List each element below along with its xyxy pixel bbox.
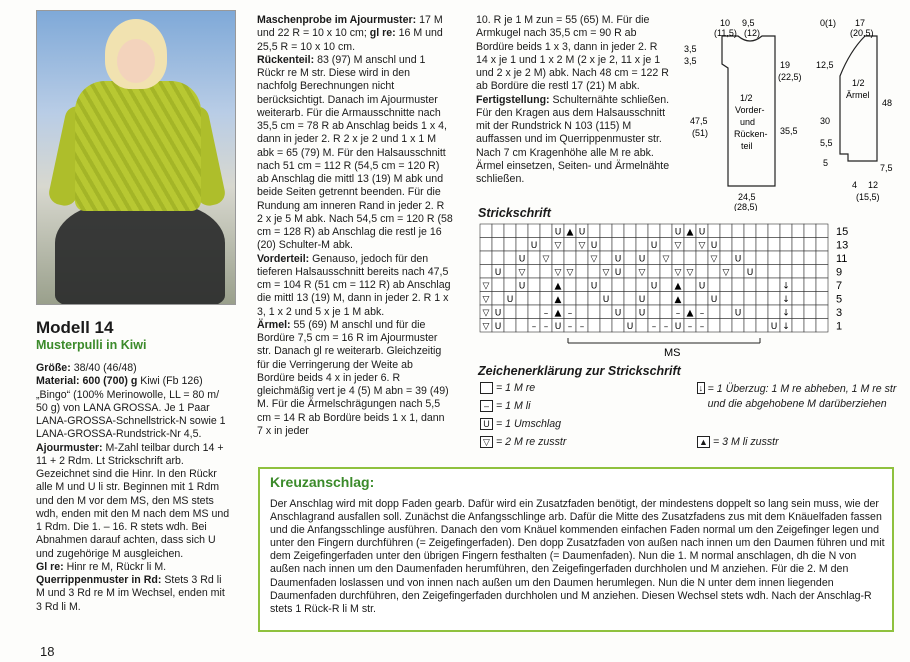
chart-cell [744, 305, 756, 319]
chart-cell [612, 278, 624, 292]
chart-cell [636, 224, 648, 238]
chart-cell [540, 292, 552, 306]
chart-cell [744, 319, 756, 333]
chart-cell [732, 224, 744, 238]
svg-text:4: 4 [852, 180, 858, 190]
chart-symbol: U [554, 322, 562, 332]
chart-row-label: 9 [836, 266, 843, 279]
chart-symbol: ▽ [482, 281, 490, 292]
chart-cell [636, 319, 648, 333]
chart-cell [780, 251, 792, 265]
chart-cell [612, 224, 624, 238]
chart-cell [516, 292, 528, 306]
chart-symbol: ▽ [638, 268, 646, 278]
legend-item-knit: = 1 M re [480, 382, 535, 394]
chart-symbol: U [530, 241, 538, 251]
chart-symbol: U [494, 308, 502, 319]
chart-cell [816, 238, 828, 252]
chart-row-label: 1 [836, 320, 843, 333]
chart-cell [540, 238, 552, 252]
chart-cell [720, 238, 732, 252]
chart-cell [804, 319, 816, 333]
chart-symbol: U [710, 241, 718, 251]
chart-symbol: U [638, 308, 646, 319]
chart-symbol: – [687, 322, 693, 332]
chart-cell [660, 265, 672, 279]
svg-text:35,5: 35,5 [780, 126, 798, 136]
chart-cell [804, 224, 816, 238]
chart-cell [480, 224, 492, 238]
svg-text:(20,5): (20,5) [850, 28, 874, 38]
chart-symbol: ↓ [782, 322, 790, 332]
chart-cell [648, 305, 660, 319]
chart-symbol: ▽ [542, 254, 550, 265]
chart-cell [504, 265, 516, 279]
svg-text:9,5: 9,5 [742, 18, 755, 28]
chart-cell [552, 251, 564, 265]
chart-cell [624, 292, 636, 306]
chart-cell [816, 278, 828, 292]
chart-cell [528, 305, 540, 319]
chart-cell [564, 292, 576, 306]
kreuzanschlag-box [258, 467, 894, 632]
chart-cell [612, 292, 624, 306]
chart-cell [732, 292, 744, 306]
chart-cell [708, 305, 720, 319]
chart-cell [804, 278, 816, 292]
instructions-column-3: 10. R je 1 M zun = 55 (65) M. Für die Armkugel nach 35,5 cm = 90 R ab Bordüre beids 1 x 3, dann in jeder 2. R 14 x je 1 und 1 x 2 M (2 x je 2, 11 x je 1 und 2 x je 2 M) abk. Nach 48 cm = 122 R ab Bordüre die restl 17 (21) M abk. Fertigstellung: Schulternähte schließen. Für den Kragen aus dem Halsausschnitt mit der Rundstrick N 103 (115) M auffassen und im Querrippenmuster str. Nach 7 cm Kragenhöhe alle M re abk. Ärmel einsetzen, Seiten- und Ärmelnähte schließen. [476, 14, 670, 185]
chart-cell [660, 305, 672, 319]
chart-symbol: – [699, 308, 705, 319]
chart-cell [564, 278, 576, 292]
chart-cell [540, 278, 552, 292]
chart-symbol: ▽ [482, 322, 490, 332]
chart-cell [600, 224, 612, 238]
chart-cell [648, 265, 660, 279]
svg-text:Ärmel: Ärmel [846, 90, 870, 100]
svg-text:12,5: 12,5 [816, 60, 834, 70]
svg-text:19: 19 [780, 60, 791, 70]
chart-cell [480, 265, 492, 279]
chart-cell [816, 319, 828, 333]
chart-cell [648, 224, 660, 238]
chart-cell [516, 319, 528, 333]
svg-text:(11,5): (11,5) [714, 28, 737, 38]
svg-text:und: und [740, 117, 756, 127]
svg-text:0(1): 0(1) [820, 18, 837, 28]
chart-cell [540, 265, 552, 279]
chart-symbol: U [590, 281, 598, 292]
chart-cell [588, 319, 600, 333]
chart-cell [732, 265, 744, 279]
chart-symbol: – [651, 322, 657, 332]
chart-symbol: ▽ [554, 268, 562, 278]
chart-cell [624, 238, 636, 252]
chart-cell [756, 278, 768, 292]
chart-cell [756, 319, 768, 333]
chart-symbol: U [602, 295, 610, 305]
chart-cell [744, 278, 756, 292]
chart-cell [720, 319, 732, 333]
chart-symbol: U [614, 254, 622, 265]
chart-symbol: U [614, 268, 622, 278]
chart-cell [504, 319, 516, 333]
chart-symbol: ▲ [554, 308, 562, 319]
chart-cell [480, 251, 492, 265]
chart-symbol: U [614, 308, 622, 319]
chart-symbol: U [734, 254, 742, 265]
chart-cell [624, 251, 636, 265]
chart-symbol: ▲ [686, 308, 694, 319]
chart-symbol: U [770, 322, 778, 332]
chart-cell [816, 251, 828, 265]
legend-item-yarnover: U = 1 Umschlag [480, 418, 561, 430]
chart-cell [720, 251, 732, 265]
chart-cell [768, 251, 780, 265]
chart-symbol: U [518, 254, 526, 265]
chart-symbol: U [650, 281, 658, 292]
chart-cell [636, 278, 648, 292]
chart-cell [612, 319, 624, 333]
chart-symbol: U [506, 295, 514, 305]
svg-text:Vorder-: Vorder- [735, 105, 765, 115]
svg-text:teil: teil [741, 141, 753, 151]
chart-symbol: ▽ [722, 268, 730, 278]
chart-symbol: U [674, 227, 682, 238]
chart-cell [756, 224, 768, 238]
chart-cell [672, 251, 684, 265]
chart-symbol: ↓ [782, 295, 790, 305]
svg-text:17: 17 [855, 18, 866, 28]
chart-cell [780, 224, 792, 238]
chart-symbol: ▽ [674, 241, 682, 251]
chart-cell [708, 265, 720, 279]
kreuzanschlag-text: Der Anschlag wird mit dopp Faden gearb. Dafür wird ein Zusatzfaden benötigt, der mindestens doppelt so lang sein muss, wie der Anschlagrand ausfallen soll. Zunächst die Anfangsschlinge arb. Dafür die Mitte des Zusatzfadens zus mit dem Knäuelfaden fassen und die Anfangsschlinge ausführen. Danach den vom Knäuel kommenden einfachen Faden normal um den Zeigefinger legen und unter den Fingern durchführen (= Zeigefingerfaden). Den dopp Zusatzfaden von außen nach innen um den Daumen führen und mit dem Zeigefingerfaden unter den übrigen Fingern festhalten (= Daumenfaden). Nun die 1. M normal anschlagen, dh die N von außen nach innen um den Daumenfaden herumführen, den Zeigefingerfaden durchholen und M anziehen. Für die 2. M den Daumenfaden loslassen und von innen nach außen um den Daumen herumlegen. Nun die N unter dem innen liegenden Daumenfaden durchführen, den Zeigefingerfaden durchholen und M anziehen. Diesen Wechsel stets wdh. Nach der Anschlag-R stets 1 Rück-R li M str. [270, 498, 885, 615]
chart-cell [528, 292, 540, 306]
instructions-column-1: Größe: 38/40 (46/48) Material: 600 (700) g Kiwi (Fb 126) „Bingo“ (100% Merinowolle, LL = 80 m/ 50 g) von LANA GROSSA. Je 1 Paar LANA-GROSSA-Schnellstrick-N sowie 1 LANA-GROSSA-Rundstrick-Nr 4,5. Ajourmuster: M-Zahl teilbar durch 14 + 11 + 2 Rdm. Lt Strickschrift arb. Gezeichnet sind die Hinr. In den Rückr alle M und U li str. Beginnen mit 1 Rdm und den M vor dem MS, den MS stets wdh, enden mit den M nach dem MS und 1 Rdm. Die 1. – 16. R stets wdh. Bei Abnahmen darauf achten, dass sich U und zugehörige M ausgleichen. Gl re: Hinr re M, Rückr li M. Querrippenmuster in Rd: Stets 3 Rd li M und 3 Rd re M im Wechsel, enden mit 3 Rd li M. [36, 362, 230, 613]
chart-row-label: 7 [836, 280, 843, 292]
chart-cell [744, 292, 756, 306]
chart-cell [660, 278, 672, 292]
chart-cell [684, 238, 696, 252]
svg-text:(51): (51) [692, 128, 709, 138]
chart-cell [492, 238, 504, 252]
sleeve-label: 1/2 [852, 78, 865, 88]
chart-cell [768, 238, 780, 252]
chart-symbol: U [638, 254, 646, 265]
chart-cell [780, 238, 792, 252]
svg-text:(22,5): (22,5) [778, 72, 802, 82]
svg-text:(28,5): (28,5) [734, 202, 758, 211]
chart-symbol: U [674, 322, 682, 332]
chart-cell [732, 238, 744, 252]
svg-text:7,5: 7,5 [880, 163, 893, 173]
chart-cell [564, 251, 576, 265]
chart-symbol: ▽ [554, 241, 562, 251]
chart-symbol: U [626, 322, 634, 332]
chart-cell [600, 305, 612, 319]
chart-symbol: ▲ [554, 295, 562, 305]
chart-cell [792, 278, 804, 292]
chart-cell [756, 305, 768, 319]
svg-text:30: 30 [820, 116, 831, 126]
chart-cell [792, 265, 804, 279]
model-photo [36, 10, 236, 305]
chart-symbol: ▽ [710, 254, 718, 265]
chart-symbol: U [494, 268, 502, 278]
chart-symbol: U [698, 281, 706, 292]
chart-cell [792, 305, 804, 319]
chart-cell [660, 292, 672, 306]
svg-text:3,5: 3,5 [684, 56, 697, 66]
chart-cell [696, 265, 708, 279]
chart-cell [804, 265, 816, 279]
chart-cell [624, 305, 636, 319]
chart-symbol: – [543, 322, 549, 332]
chart-cell [528, 278, 540, 292]
chart-row-label: 11 [836, 253, 848, 265]
chart-cell [708, 319, 720, 333]
chart-symbol: U [518, 281, 526, 292]
legend-item-p3tog: ▲ = 3 M li zusstr [697, 436, 779, 448]
chart-cell [744, 224, 756, 238]
chart-symbol: – [567, 322, 573, 332]
chart-cell [576, 305, 588, 319]
chart-cell [588, 265, 600, 279]
chart-cell [504, 251, 516, 265]
ms-label: MS [664, 347, 681, 359]
chart-cell [480, 238, 492, 252]
chart-symbol: ▲ [566, 227, 574, 238]
kreuzanschlag-title: Kreuzanschlag: [270, 474, 375, 490]
chart-symbol: ▲ [686, 227, 694, 238]
chart-symbol: U [494, 322, 502, 332]
chart-symbol: – [543, 308, 549, 319]
page-number: 18 [40, 644, 55, 659]
svg-text:(15,5): (15,5) [856, 192, 880, 202]
chart-cell [816, 224, 828, 238]
chart-grid [480, 224, 828, 332]
chart-cell [804, 305, 816, 319]
chart-symbol: ▽ [590, 254, 598, 265]
chart-cell [744, 238, 756, 252]
chart-symbol: U [698, 227, 706, 238]
chart-symbol: ▲ [674, 295, 682, 305]
chart-symbol: ▽ [602, 268, 610, 278]
chart-cell [576, 251, 588, 265]
chart-cell [528, 265, 540, 279]
svg-text:24,5: 24,5 [738, 192, 756, 202]
chart-cell [804, 251, 816, 265]
chart-cell [780, 265, 792, 279]
model-title: Modell 14 [36, 318, 114, 337]
chart-cell [708, 278, 720, 292]
chart-symbol: U [578, 227, 586, 238]
chart-symbol: ↓ [782, 308, 790, 319]
chart-cell [708, 224, 720, 238]
chart-symbol: ▽ [674, 268, 682, 278]
chart-cell [624, 265, 636, 279]
svg-text:5: 5 [823, 158, 829, 168]
body-label: 1/2 [740, 93, 753, 103]
strickschrift-chart [478, 222, 858, 362]
chart-cell [576, 292, 588, 306]
chart-cell [492, 278, 504, 292]
chart-symbol: ▽ [482, 308, 490, 319]
chart-cell [816, 305, 828, 319]
model-subtitle: Musterpulli in Kiwi [36, 338, 147, 352]
chart-symbol: – [567, 308, 573, 319]
chart-cell [492, 224, 504, 238]
instructions-column-2: Maschenprobe im Ajourmuster: 17 M und 22 R = 10 x 10 cm; gl re: 16 M und 25,5 R = 10 x 10 cm. Rückenteil: 83 (97) M anschl und 1 Rückr re M str. Diese wird in den nachfolg Berechnungen nicht berücksichtigt. Danach im Ajourmuster weiterarb. Für die Armausschnitte nach 35,5 cm = 78 R ab Anschlag beids 1 x 4, dann in jeder 2. R 2 x je 2 und 1 x 1 M abk = 65 (79) M. Für den Halsausschnitt nach 51 cm = 112 R (54,5 cm = 120 R) ab Anschlag die mittl 13 (19) M abk und beide Seiten getrennt beenden. Für die Rundung am inneren Rand in jeder 2. R 2 x je 5 M abk. Nach 54,5 cm = 120 R (58 cm = 128 R) ab Anschlag die restl je 16 (20) Schulter-M abk. Vorderteil: Genauso, jedoch für den tieferen Halsausschnitt bereits nach 47,5 cm = 104 R (51 cm = 112 R) ab Anschlag die mittl 13 (19) M, dann in jeder 2. R 1 x 3, 1 x 2 und 5 x je 1 M abk. Ärmel: 55 (69) M anschl und für die Bordüre 7,5 cm = 16 R im Ajourmuster str. Danach gl re weiterarb. Gleichzeitig für die Verringerung der Weite ab Bordüre beids 4 x in jeder 6. R gleichmäßig vert je 4 (5) M abn = 39 (49) M. Für die Ärmelschrägungen nach 5,5 cm = 14 R ab Bordüre beids 1 x 1, dann 7 x in jeder [257, 14, 453, 437]
chart-cell [732, 278, 744, 292]
chart-cell [768, 292, 780, 306]
chart-cell [600, 238, 612, 252]
chart-cell [696, 251, 708, 265]
chart-cell [720, 305, 732, 319]
chart-cell [720, 292, 732, 306]
chart-cell [660, 224, 672, 238]
chart-symbol: ▽ [578, 241, 586, 251]
chart-cell [528, 224, 540, 238]
chart-cell [756, 265, 768, 279]
chart-cell [504, 238, 516, 252]
chart-cell [636, 238, 648, 252]
svg-text:12: 12 [868, 180, 879, 190]
chart-symbol: ▲ [554, 281, 562, 292]
chart-cell [600, 278, 612, 292]
chart-cell [624, 278, 636, 292]
chart-symbol: U [746, 268, 754, 278]
chart-symbol: ▽ [662, 254, 670, 265]
chart-cell [696, 292, 708, 306]
legend-title: Zeichenerklärung zur Strickschrift [478, 364, 681, 378]
chart-cell [564, 238, 576, 252]
chart-cell [516, 305, 528, 319]
chart-cell [684, 251, 696, 265]
chart-cell [648, 292, 660, 306]
svg-text:10: 10 [720, 18, 731, 28]
garment-schematic [680, 6, 900, 211]
chart-symbol: ▽ [686, 268, 694, 278]
chart-cell [576, 265, 588, 279]
legend-item-k2tog: ▽ = 2 M re zusstr [480, 436, 566, 448]
chart-cell [600, 251, 612, 265]
chart-cell [756, 251, 768, 265]
chart-cell [804, 238, 816, 252]
legend-item-skp: ↓ = 1 Überzug: 1 M re abheben, 1 M re str und die abgehobene M darüberziehen [698, 383, 897, 410]
chart-cell [516, 224, 528, 238]
chart-symbol: ▽ [518, 268, 526, 278]
chart-cell [732, 319, 744, 333]
chart-cell [600, 319, 612, 333]
chart-cell [528, 251, 540, 265]
chart-symbol: U [650, 241, 658, 251]
chart-cell [792, 251, 804, 265]
chart-cell [684, 292, 696, 306]
chart-cell [792, 319, 804, 333]
svg-text:47,5: 47,5 [690, 116, 708, 126]
chart-cell [756, 292, 768, 306]
chart-cell [504, 224, 516, 238]
chart-cell [588, 224, 600, 238]
chart-symbol: U [590, 241, 598, 251]
chart-cell [576, 278, 588, 292]
chart-symbol: ▽ [698, 241, 706, 251]
chart-cell [804, 292, 816, 306]
chart-cell [756, 238, 768, 252]
svg-text:5,5: 5,5 [820, 138, 833, 148]
chart-cell [792, 292, 804, 306]
chart-cell [612, 238, 624, 252]
chart-cell [504, 278, 516, 292]
chart-cell [744, 251, 756, 265]
chart-row-label: 5 [836, 293, 843, 306]
chart-cell [792, 238, 804, 252]
chart-cell [504, 305, 516, 319]
chart-cell [720, 224, 732, 238]
chart-cell [816, 292, 828, 306]
chart-symbol: ↓ [782, 281, 790, 292]
chart-cell [492, 251, 504, 265]
chart-cell [660, 238, 672, 252]
chart-cell [768, 265, 780, 279]
chart-row-label: 15 [836, 226, 849, 238]
chart-symbol: U [554, 227, 562, 238]
svg-text:3,5: 3,5 [684, 44, 697, 54]
svg-text:48: 48 [882, 98, 893, 108]
chart-cell [684, 278, 696, 292]
svg-text:(12): (12) [744, 28, 761, 38]
legend-item-purl: – = 1 M li [480, 400, 530, 412]
chart-cell [768, 224, 780, 238]
chart-symbol: – [663, 322, 669, 332]
chart-cell [792, 224, 804, 238]
chart-cell [768, 278, 780, 292]
chart-symbol: U [638, 295, 646, 305]
chart-symbol: ▲ [674, 281, 682, 292]
chart-symbol: – [675, 308, 681, 319]
chart-cell [492, 292, 504, 306]
chart-cell [648, 251, 660, 265]
chart-symbol: U [734, 308, 742, 319]
chart-symbol: ▽ [566, 268, 574, 278]
chart-symbol: – [531, 322, 537, 332]
chart-symbol: – [699, 322, 705, 332]
chart-symbol: ▽ [482, 295, 490, 305]
chart-cell [540, 224, 552, 238]
chart-cell [588, 292, 600, 306]
svg-text:Rücken-: Rücken- [734, 129, 768, 139]
chart-cell [768, 305, 780, 319]
chart-cell [588, 305, 600, 319]
chart-cell [720, 278, 732, 292]
chart-symbol: U [710, 295, 718, 305]
chart-row-label: 13 [836, 239, 849, 252]
chart-symbol: – [579, 322, 585, 332]
chart-cell [516, 238, 528, 252]
chart-cell [816, 265, 828, 279]
strickschrift-title: Strickschrift [478, 206, 551, 220]
chart-cell [624, 224, 636, 238]
chart-row-label: 3 [836, 307, 843, 319]
